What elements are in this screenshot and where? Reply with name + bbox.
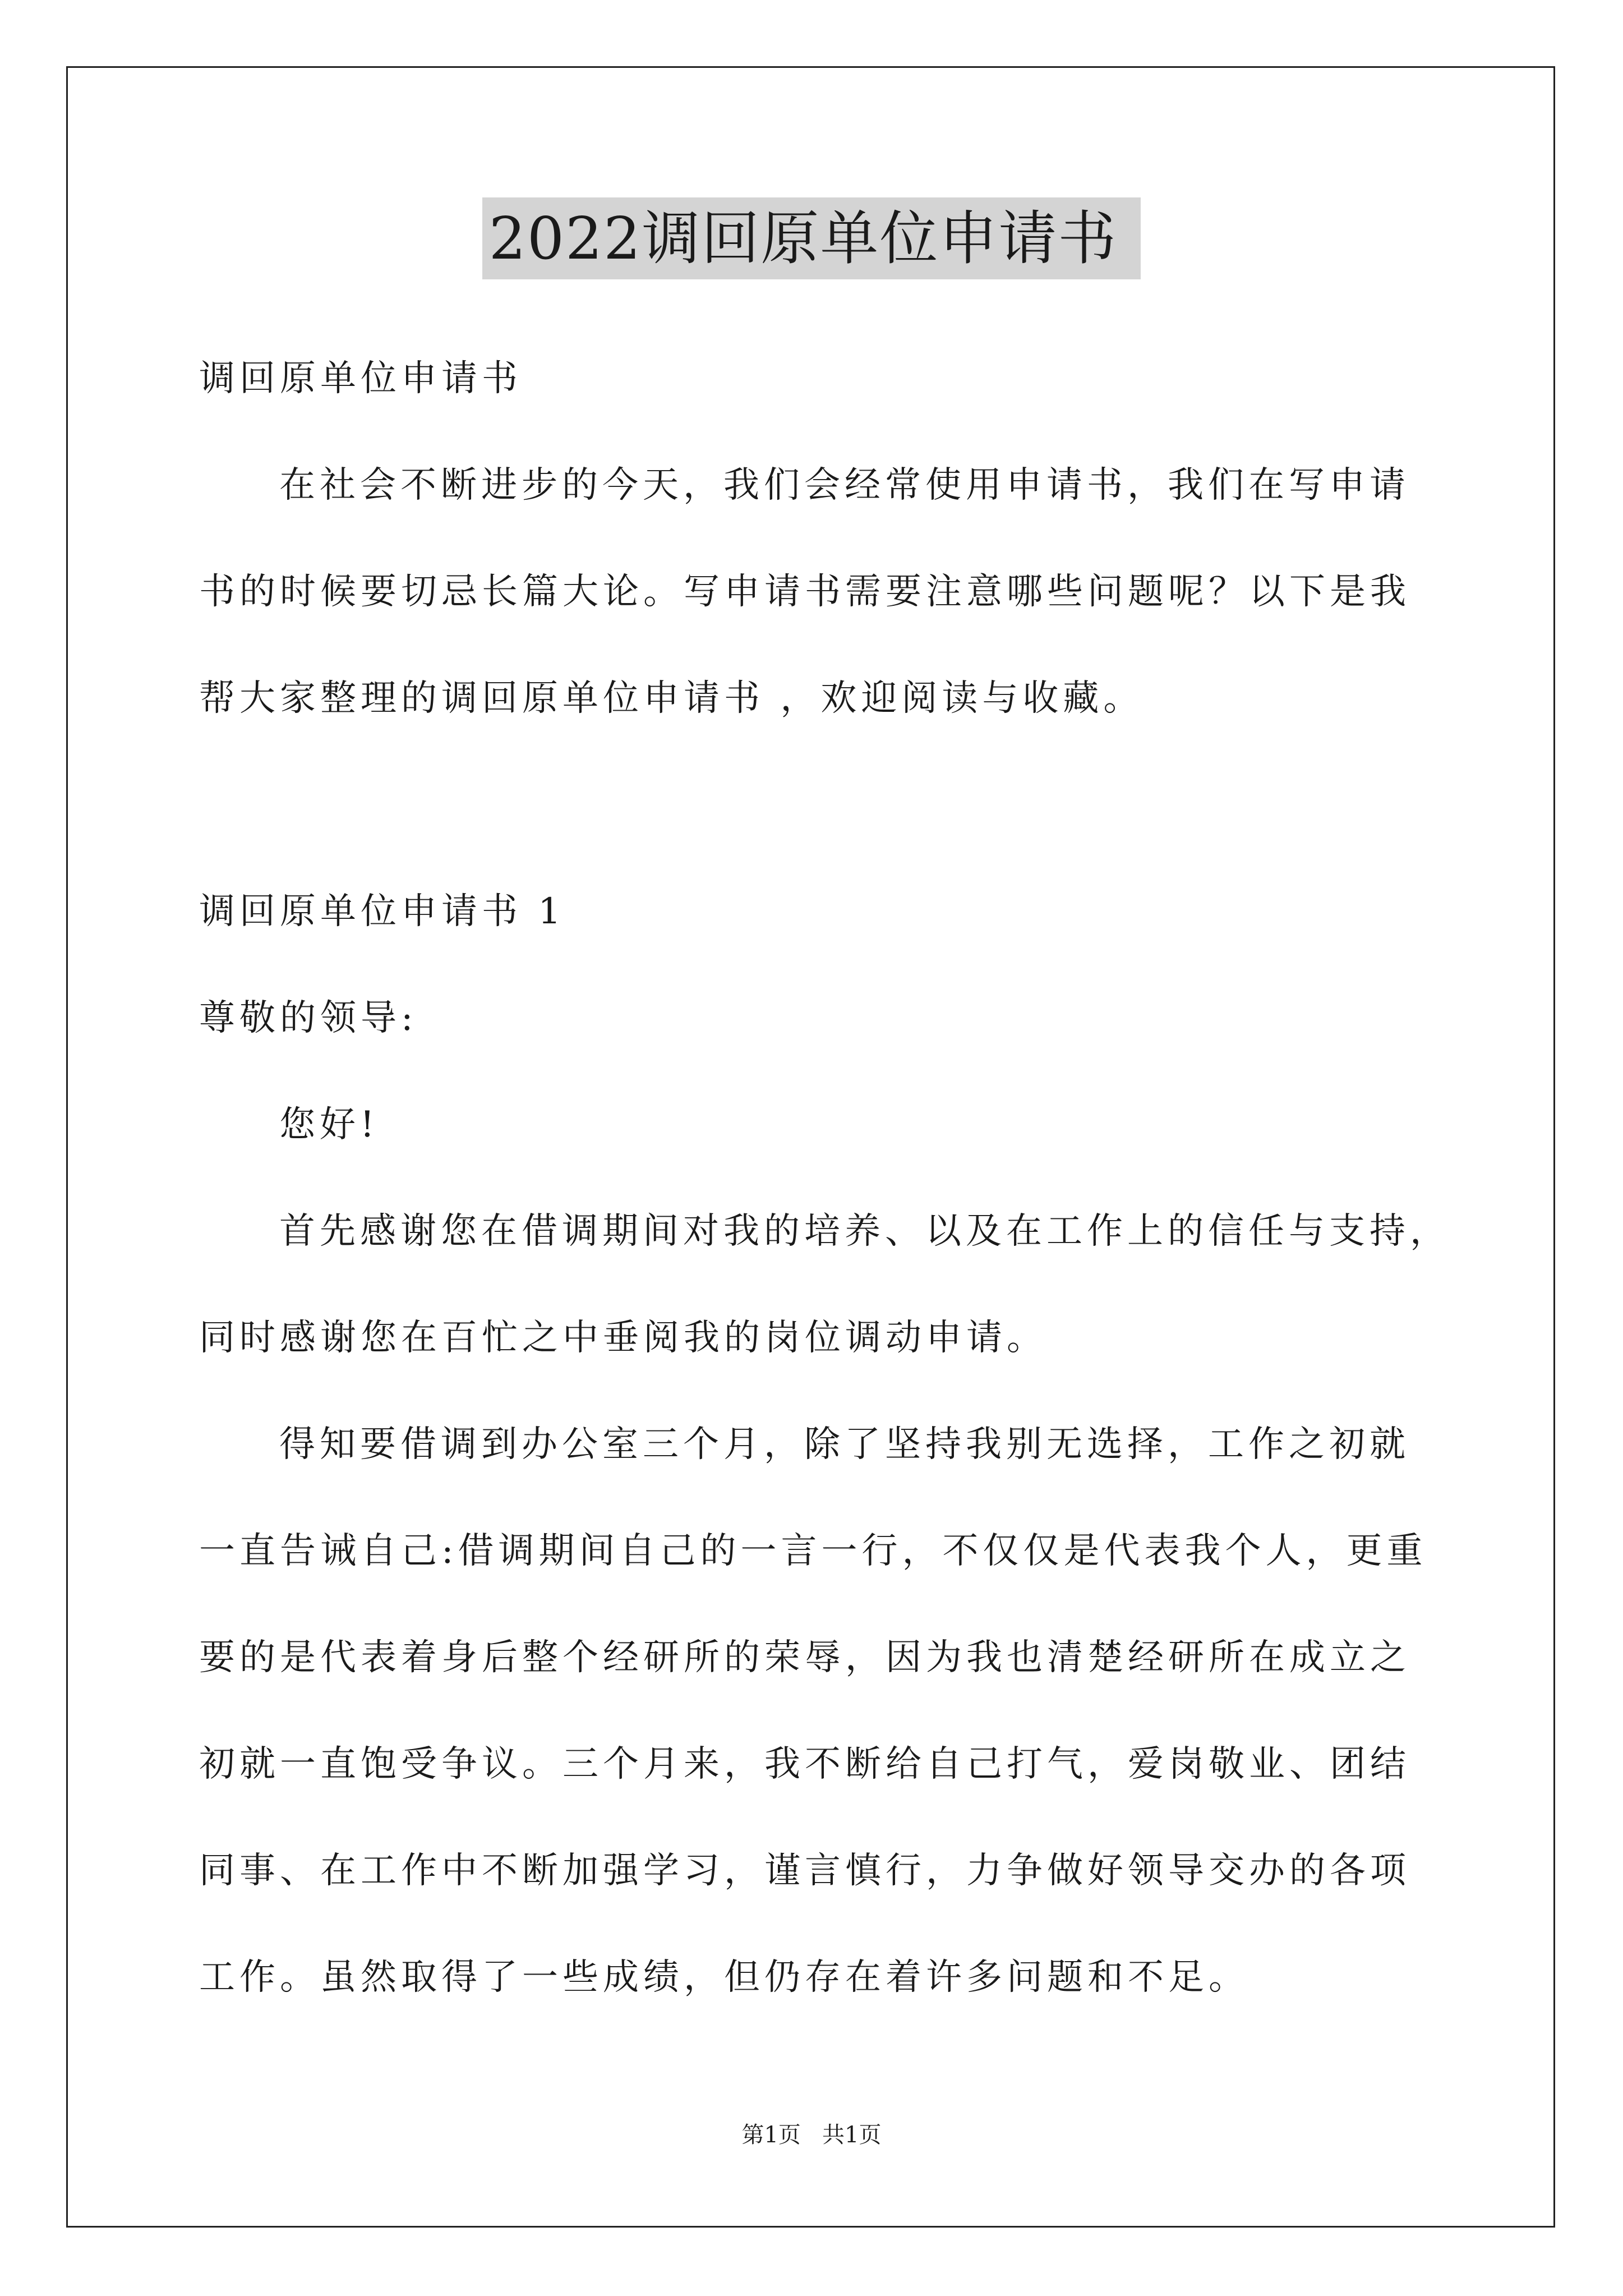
intro-line: 帮大家整理的调回原单位申请书 ，欢迎阅读与收藏。 <box>199 678 1144 719</box>
intro-line: 在社会不断进步的今天，我们会经常使用申请书，我们在写申请 <box>279 464 1410 506</box>
section-heading: 调回原单位申请书 1 <box>199 891 566 932</box>
subtitle: 调回原单位申请书 <box>199 358 522 399</box>
paragraph-line: 初就一直饱受争议。三个月来，我不断给自己打气，爱岗敬业、团结 <box>199 1743 1410 1785</box>
paragraph-line: 首先感谢您在借调期间对我的培养、以及在工作上的信任与支持， <box>279 1211 1450 1252</box>
paragraph-line: 工作。虽然取得了一些成绩，但仍存在着许多问题和不足。 <box>199 1957 1249 1998</box>
intro-line: 书的时候要切忌长篇大论。写申请书需要注意哪些问题呢？以下是我 <box>199 571 1410 613</box>
page-footer: 第1页 共1页 <box>741 2122 882 2148</box>
document-title: 2022调回原单位申请书 <box>482 197 1141 279</box>
paragraph-line: 同事、在工作中不断加强学习，谨言慎行，力争做好领导交办的各项 <box>199 1850 1410 1892</box>
greeting: 您好! <box>279 1104 379 1145</box>
title-container <box>0 197 1623 279</box>
paragraph-line: 得知要借调到办公室三个月，除了坚持我别无选择，工作之初就 <box>279 1424 1410 1465</box>
paragraph-line: 同时感谢您在百忙之中垂阅我的岗位调动申请。 <box>199 1317 1047 1359</box>
paragraph-line: 一直告诫自己:借调期间自己的一言一行，不仅仅是代表我个人，更重 <box>199 1530 1427 1572</box>
paragraph-line: 要的是代表着身后整个经研所的荣辱，因为我也清楚经研所在成立之 <box>199 1637 1410 1678</box>
salutation: 尊敬的领导: <box>199 997 418 1039</box>
